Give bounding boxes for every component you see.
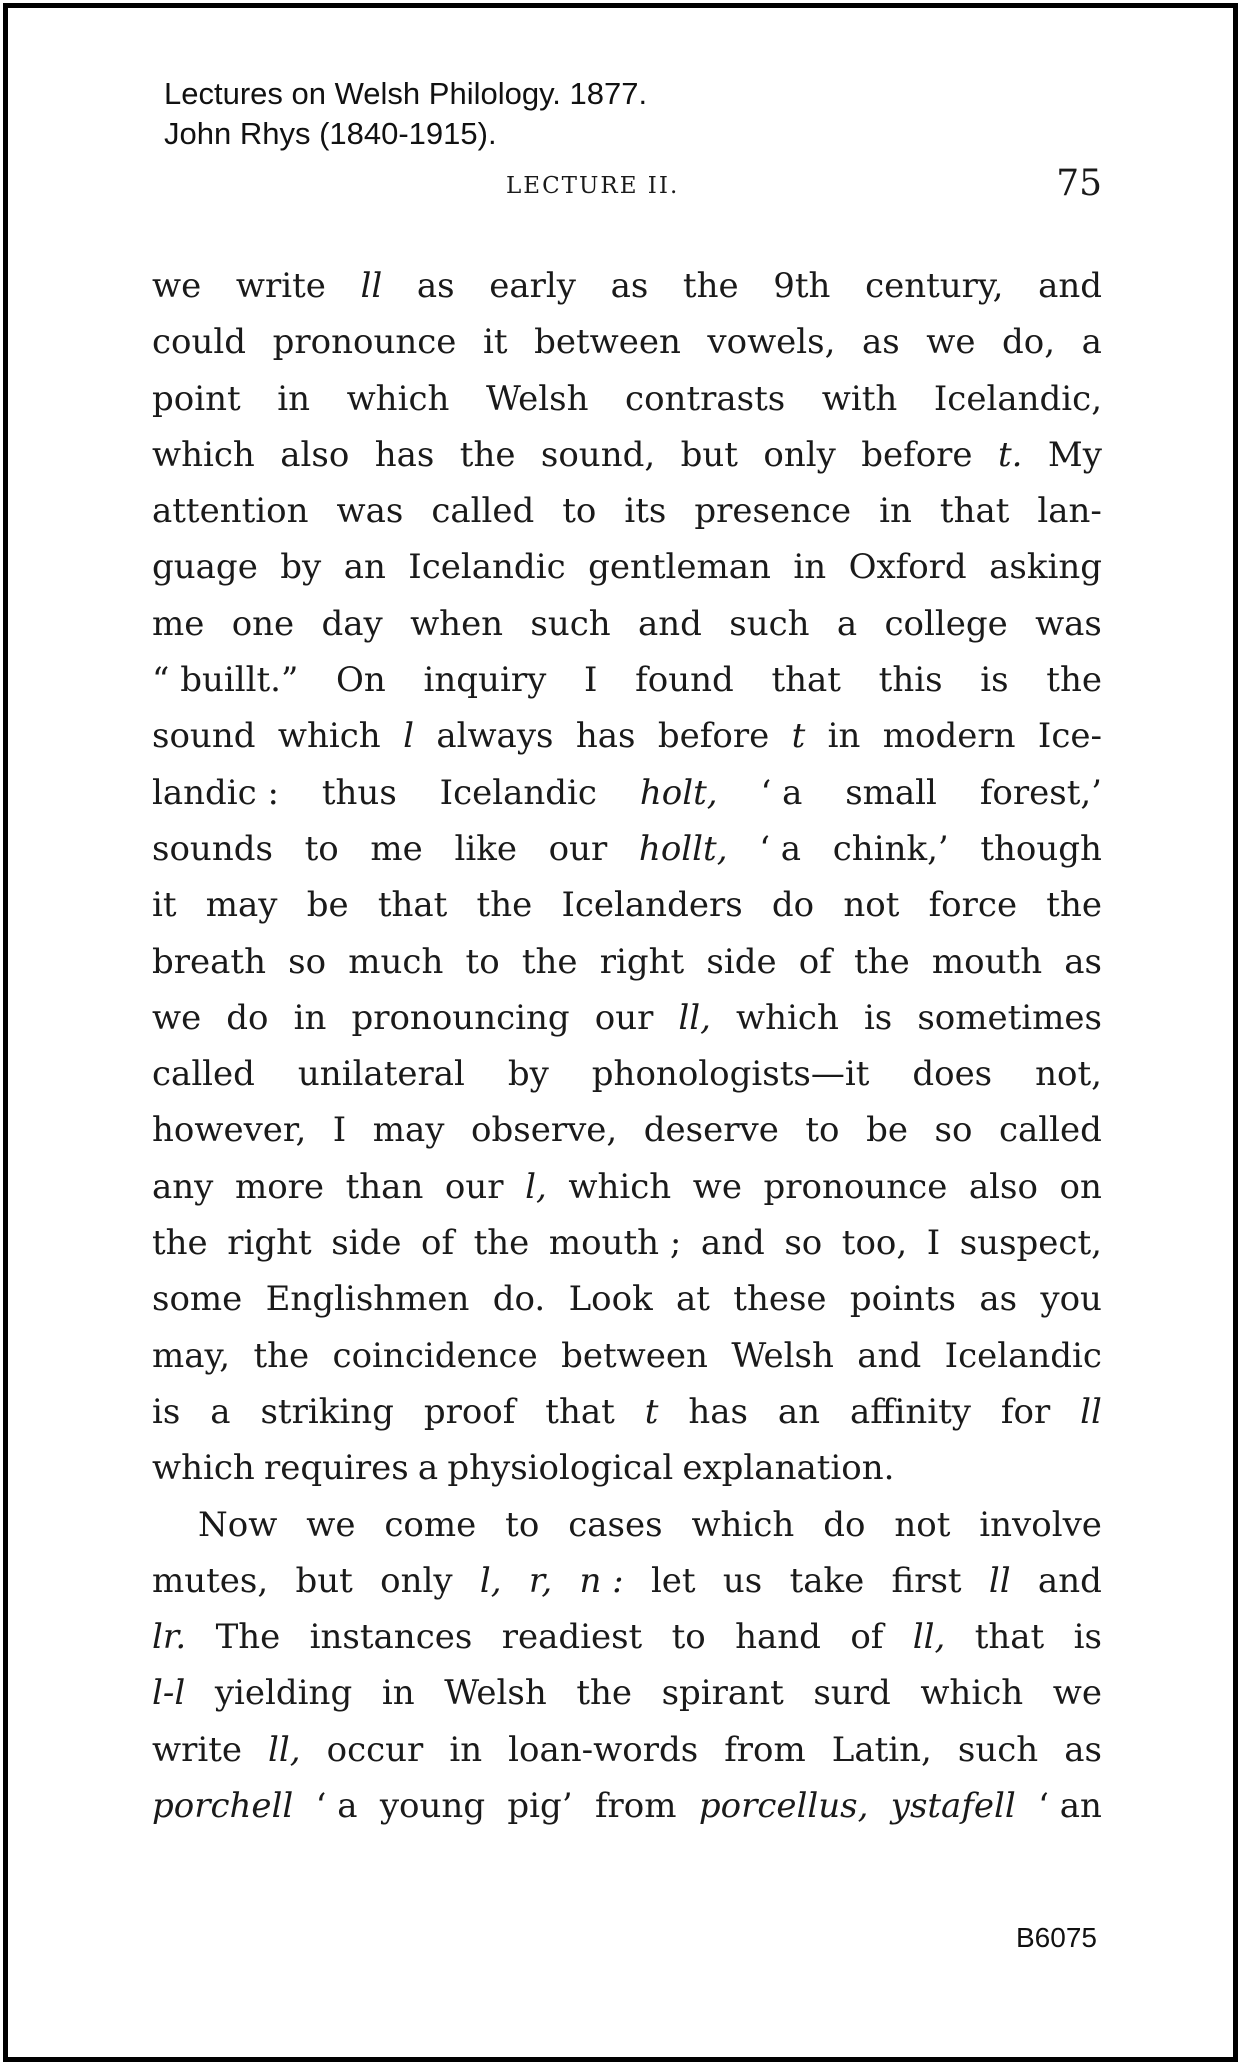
word: as bbox=[1064, 941, 1102, 982]
word: instances bbox=[309, 1617, 473, 1658]
word: contrasts bbox=[625, 378, 786, 419]
word: affinity bbox=[850, 1391, 971, 1432]
word: requires bbox=[264, 1448, 409, 1489]
word: so bbox=[288, 941, 327, 982]
word: ‘ a bbox=[315, 1786, 358, 1827]
word: called bbox=[998, 1110, 1102, 1151]
word: to bbox=[465, 941, 500, 982]
word: unilateral bbox=[297, 1054, 465, 1095]
word: lan- bbox=[1037, 491, 1102, 532]
word: is bbox=[152, 1391, 181, 1432]
word: On bbox=[336, 660, 386, 701]
word: of bbox=[421, 1223, 455, 1264]
word: our bbox=[548, 828, 608, 869]
italic-word: l, bbox=[525, 1166, 547, 1207]
word: point bbox=[152, 378, 241, 419]
word: before bbox=[861, 434, 973, 475]
word: only bbox=[763, 434, 836, 475]
word: side bbox=[331, 1223, 402, 1264]
word: is bbox=[863, 997, 893, 1038]
word: striking bbox=[260, 1391, 394, 1432]
word: occur bbox=[326, 1729, 424, 1770]
word: Icelanders bbox=[561, 885, 743, 926]
page-number: 75 bbox=[1056, 163, 1102, 204]
word: the bbox=[1046, 660, 1102, 701]
word: by bbox=[507, 1054, 549, 1095]
word: which bbox=[152, 434, 255, 475]
word: you bbox=[1040, 1279, 1102, 1320]
word: could bbox=[152, 322, 247, 363]
word: do bbox=[226, 997, 269, 1038]
text-line bbox=[152, 483, 1102, 539]
word: Icelandic bbox=[408, 547, 566, 588]
word: day bbox=[321, 603, 383, 644]
word: thus bbox=[321, 772, 397, 813]
word: attention bbox=[152, 491, 309, 532]
word: proof bbox=[423, 1391, 516, 1432]
word: called bbox=[431, 491, 535, 532]
word: the bbox=[476, 885, 533, 926]
word: deserve bbox=[643, 1110, 779, 1151]
word: which bbox=[152, 1448, 255, 1489]
word: a bbox=[210, 1391, 231, 1432]
word: observe, bbox=[471, 1110, 618, 1151]
word: come bbox=[384, 1504, 477, 1545]
word: much bbox=[348, 941, 444, 982]
word: such bbox=[957, 1729, 1039, 1770]
word: of bbox=[798, 941, 832, 982]
word: to bbox=[562, 491, 597, 532]
word: first bbox=[891, 1560, 962, 1601]
word: so bbox=[934, 1110, 973, 1151]
text-line bbox=[152, 539, 1102, 595]
word: physiological bbox=[447, 1448, 674, 1489]
word: do bbox=[771, 885, 815, 926]
italic-word: t bbox=[644, 1391, 659, 1432]
text-line bbox=[152, 1440, 1102, 1496]
word: pronounce bbox=[272, 322, 457, 363]
word: take bbox=[789, 1560, 865, 1601]
word: found bbox=[635, 660, 734, 701]
italic-word: ll bbox=[360, 266, 383, 306]
word: phonologists—it bbox=[591, 1054, 870, 1095]
word: involve bbox=[979, 1504, 1102, 1545]
word: we bbox=[306, 1504, 356, 1545]
italic-word: l-l bbox=[152, 1673, 186, 1714]
word: with bbox=[821, 378, 898, 419]
word: My bbox=[1047, 434, 1102, 475]
word: in bbox=[827, 716, 861, 757]
word: The bbox=[215, 1617, 281, 1658]
word: mutes, bbox=[152, 1560, 269, 1601]
word: any bbox=[152, 1166, 214, 1207]
word: from bbox=[724, 1729, 806, 1770]
word: me bbox=[152, 603, 205, 644]
word: presence bbox=[694, 491, 852, 532]
word: is bbox=[980, 660, 1009, 701]
word: be bbox=[306, 885, 349, 926]
text-line bbox=[152, 1215, 1102, 1271]
word: of bbox=[850, 1617, 884, 1658]
word: not, bbox=[1035, 1054, 1102, 1095]
word: our bbox=[444, 1166, 504, 1207]
word: before bbox=[657, 716, 770, 757]
paragraph bbox=[152, 258, 1102, 1497]
word: may bbox=[372, 1110, 445, 1151]
word: young bbox=[379, 1786, 486, 1827]
word: “ buillt.” bbox=[152, 660, 299, 701]
word: at bbox=[676, 1279, 710, 1320]
word: not bbox=[894, 1504, 951, 1545]
word: is bbox=[1073, 1617, 1102, 1658]
word: the bbox=[521, 941, 578, 982]
text-line bbox=[152, 877, 1102, 933]
italic-word: t. bbox=[997, 434, 1023, 475]
word: the bbox=[253, 1335, 310, 1376]
text-line bbox=[152, 1778, 1102, 1834]
word: though bbox=[980, 828, 1102, 869]
word: which bbox=[346, 378, 450, 419]
word: does bbox=[912, 1054, 993, 1095]
italic-word: ll bbox=[988, 1560, 1011, 1601]
text-line bbox=[152, 708, 1102, 764]
word: also bbox=[280, 434, 350, 475]
source-note-title: Lectures on Welsh Philology. 1877. bbox=[164, 76, 648, 111]
italic-word: ll bbox=[1080, 1391, 1102, 1432]
italic-word: r, bbox=[528, 1560, 553, 1601]
text-line bbox=[152, 652, 1102, 708]
word: which bbox=[920, 1673, 1024, 1714]
word: was bbox=[1035, 603, 1102, 644]
word: to bbox=[505, 1504, 540, 1545]
word: I bbox=[332, 1110, 347, 1151]
word: such bbox=[530, 603, 611, 644]
word: and bbox=[1037, 1560, 1102, 1601]
word: our bbox=[594, 997, 654, 1038]
word: the bbox=[473, 1223, 530, 1264]
word: in bbox=[449, 1729, 483, 1770]
word: coincidence bbox=[332, 1335, 538, 1376]
italic-word: holt, bbox=[639, 772, 718, 813]
word: and bbox=[700, 1223, 765, 1264]
word: between bbox=[561, 1335, 708, 1376]
word: points bbox=[849, 1279, 956, 1320]
word: has bbox=[374, 434, 435, 475]
word: may bbox=[205, 885, 278, 926]
word: mouth ; bbox=[548, 1223, 682, 1264]
word: in bbox=[879, 491, 912, 532]
word: also bbox=[968, 1166, 1038, 1207]
word: Latin, bbox=[831, 1729, 932, 1770]
word: ‘ an bbox=[1038, 1786, 1102, 1827]
word: Icelandic, bbox=[933, 378, 1102, 419]
word: a bbox=[836, 603, 858, 644]
word: only bbox=[380, 1560, 453, 1601]
word: one bbox=[231, 603, 295, 644]
text-line bbox=[152, 1271, 1102, 1327]
word: when bbox=[410, 603, 504, 644]
word: college bbox=[884, 603, 1008, 644]
word: which bbox=[277, 716, 381, 757]
word: Oxford bbox=[848, 547, 967, 588]
word: right bbox=[599, 941, 685, 982]
word: the bbox=[854, 941, 910, 982]
source-note-author: John Rhys (1840-1915). bbox=[164, 116, 497, 151]
word: an bbox=[343, 547, 386, 588]
word: readiest bbox=[501, 1617, 643, 1658]
word: I bbox=[926, 1223, 941, 1264]
word: some bbox=[152, 1279, 243, 1320]
word: do bbox=[823, 1504, 866, 1545]
source-note bbox=[164, 74, 647, 154]
word: side bbox=[706, 941, 777, 982]
word: that bbox=[771, 660, 841, 701]
word: we bbox=[152, 266, 202, 306]
word: asking bbox=[989, 547, 1102, 588]
word: Englishmen bbox=[265, 1279, 470, 1320]
italic-word: ll, bbox=[912, 1617, 946, 1658]
word: a bbox=[417, 1448, 439, 1489]
word: but bbox=[680, 434, 738, 475]
reference-code: B6075 bbox=[1016, 1922, 1097, 1953]
word: and bbox=[1038, 266, 1102, 306]
word: and bbox=[857, 1335, 922, 1376]
text-line bbox=[152, 258, 1102, 314]
word: sometimes bbox=[917, 997, 1102, 1038]
word: so bbox=[784, 1223, 823, 1264]
text-line bbox=[152, 1609, 1102, 1665]
word: let bbox=[650, 1560, 696, 1601]
word: the bbox=[682, 266, 739, 306]
word: gentleman bbox=[588, 547, 771, 588]
word: we bbox=[926, 322, 976, 363]
word: to bbox=[805, 1110, 840, 1151]
text-line bbox=[152, 1046, 1102, 1102]
word: 9th bbox=[773, 266, 831, 306]
word: early bbox=[489, 266, 576, 306]
text-line bbox=[152, 1497, 1102, 1553]
italic-word: ll, bbox=[678, 997, 711, 1038]
word: force bbox=[928, 885, 1018, 926]
word: its bbox=[624, 491, 667, 532]
running-head bbox=[152, 163, 1102, 211]
word: on bbox=[1059, 1166, 1102, 1207]
running-title: LECTURE II. bbox=[506, 173, 680, 199]
word: hand bbox=[735, 1617, 821, 1658]
word: to bbox=[671, 1617, 706, 1658]
word: in bbox=[381, 1673, 415, 1714]
word: has bbox=[688, 1391, 748, 1432]
word: sound bbox=[152, 716, 256, 757]
word: right bbox=[227, 1223, 312, 1264]
italic-word: porcellus, bbox=[698, 1786, 869, 1827]
word: we bbox=[692, 1166, 742, 1207]
text-line bbox=[152, 1159, 1102, 1215]
word: too, bbox=[841, 1223, 908, 1264]
word: Welsh bbox=[731, 1335, 834, 1376]
text-line bbox=[152, 427, 1102, 483]
word: I bbox=[584, 660, 598, 701]
word: in bbox=[277, 378, 311, 419]
italic-word: lr. bbox=[152, 1617, 187, 1658]
word: was bbox=[336, 491, 404, 532]
word: in bbox=[293, 997, 327, 1038]
italic-word: porchell bbox=[152, 1786, 294, 1827]
word: vowels, bbox=[707, 322, 836, 363]
word: us bbox=[722, 1560, 763, 1601]
word: loan-words bbox=[508, 1729, 699, 1770]
word: pronouncing bbox=[351, 997, 570, 1038]
word: it bbox=[482, 322, 508, 363]
text-line bbox=[152, 1328, 1102, 1384]
word: inquiry bbox=[423, 660, 547, 701]
word: for bbox=[1000, 1391, 1051, 1432]
word: modern bbox=[882, 716, 1016, 757]
word: pronounce bbox=[763, 1166, 948, 1207]
word: that bbox=[974, 1617, 1045, 1658]
word: ‘ a bbox=[760, 772, 803, 813]
word: such bbox=[729, 603, 810, 644]
word: than bbox=[345, 1166, 424, 1207]
word: do. bbox=[492, 1279, 546, 1320]
word: the bbox=[152, 1223, 208, 1264]
word: mouth bbox=[931, 941, 1043, 982]
text-line bbox=[152, 1384, 1102, 1440]
word: which bbox=[568, 1166, 672, 1207]
text-line bbox=[152, 990, 1102, 1046]
word: as bbox=[416, 266, 455, 306]
word: which bbox=[736, 997, 839, 1038]
text-line bbox=[152, 1665, 1102, 1721]
word: has bbox=[575, 716, 636, 757]
word: that bbox=[939, 491, 1010, 532]
word: forest,’ bbox=[979, 772, 1102, 813]
word: to bbox=[304, 828, 339, 869]
word: breath bbox=[152, 941, 266, 982]
text-line bbox=[152, 934, 1102, 990]
word: which bbox=[691, 1504, 795, 1545]
paragraph bbox=[152, 1497, 1102, 1835]
word: Welsh bbox=[444, 1673, 547, 1714]
italic-word: l bbox=[403, 716, 414, 757]
word: me bbox=[370, 828, 423, 869]
word: ‘ a bbox=[759, 828, 802, 869]
word: we bbox=[1052, 1673, 1102, 1714]
word: an bbox=[777, 1391, 821, 1432]
word: sound, bbox=[540, 434, 656, 475]
text-line bbox=[152, 314, 1102, 370]
word: we bbox=[152, 997, 202, 1038]
italic-word: n : bbox=[579, 1560, 624, 1601]
word: cases bbox=[568, 1504, 663, 1545]
word: between bbox=[534, 322, 681, 363]
text-line bbox=[152, 371, 1102, 427]
word: write bbox=[152, 1729, 243, 1770]
text-line bbox=[152, 1102, 1102, 1158]
word: a bbox=[1081, 322, 1102, 363]
word: not bbox=[843, 885, 900, 926]
word: the bbox=[459, 434, 516, 475]
italic-word: ll, bbox=[268, 1729, 301, 1770]
body-text bbox=[152, 258, 1102, 1834]
word: always bbox=[436, 716, 554, 757]
word: Icelandic bbox=[944, 1335, 1102, 1376]
italic-word: l, bbox=[479, 1560, 502, 1601]
word: in bbox=[793, 547, 827, 588]
word: yielding bbox=[214, 1673, 353, 1714]
text-line bbox=[152, 1722, 1102, 1778]
word: called bbox=[152, 1054, 255, 1095]
word: may, bbox=[152, 1335, 231, 1376]
word: small bbox=[845, 772, 937, 813]
word: Now bbox=[198, 1504, 278, 1545]
word: landic : bbox=[152, 772, 279, 813]
word: Look bbox=[568, 1279, 653, 1320]
italic-word: t bbox=[791, 716, 806, 757]
word: guage bbox=[152, 547, 258, 588]
text-line bbox=[152, 765, 1102, 821]
italic-word: ystafell bbox=[890, 1786, 1016, 1827]
word: as bbox=[979, 1279, 1018, 1320]
word: this bbox=[878, 660, 943, 701]
word: spirant bbox=[661, 1673, 784, 1714]
word: and bbox=[638, 603, 702, 644]
word: that bbox=[545, 1391, 615, 1432]
word: as bbox=[1064, 1729, 1102, 1770]
word: Welsh bbox=[485, 378, 589, 419]
word: it bbox=[152, 885, 177, 926]
word: the bbox=[1046, 885, 1102, 926]
word: but bbox=[295, 1560, 353, 1601]
word: do, bbox=[1002, 322, 1056, 363]
word: by bbox=[280, 547, 322, 588]
word: Ice- bbox=[1037, 716, 1102, 757]
word: be bbox=[866, 1110, 908, 1151]
word: Icelandic bbox=[439, 772, 597, 813]
word: however, bbox=[152, 1110, 307, 1151]
word: chink,’ bbox=[832, 828, 949, 869]
text-line bbox=[152, 1553, 1102, 1609]
word: pig’ bbox=[507, 1786, 573, 1827]
word: explanation. bbox=[682, 1448, 895, 1489]
word: these bbox=[733, 1279, 827, 1320]
word: century, bbox=[865, 266, 1004, 306]
word: write bbox=[235, 266, 326, 306]
word: suspect, bbox=[959, 1223, 1102, 1264]
word: more bbox=[234, 1166, 325, 1207]
word: as bbox=[861, 322, 900, 363]
word: the bbox=[576, 1673, 632, 1714]
word: from bbox=[594, 1786, 677, 1827]
word: surd bbox=[813, 1673, 891, 1714]
text-line bbox=[152, 821, 1102, 877]
word: that bbox=[377, 885, 448, 926]
italic-word: hollt, bbox=[638, 828, 728, 869]
word: as bbox=[610, 266, 649, 306]
word: sounds bbox=[152, 828, 273, 869]
word: like bbox=[454, 828, 517, 869]
text-line bbox=[152, 596, 1102, 652]
